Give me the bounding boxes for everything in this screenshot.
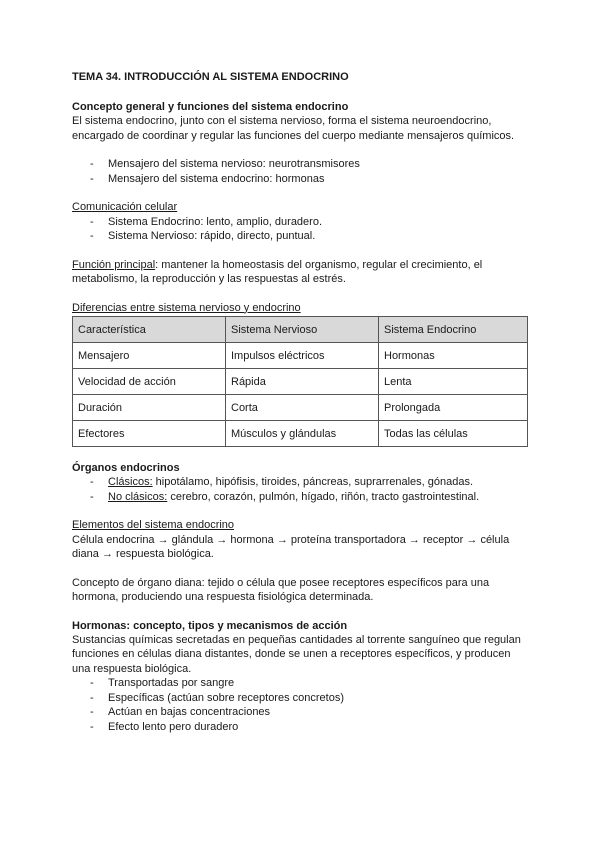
clasicos-label: Clásicos: [108,476,153,488]
table-cell: Prolongada [379,395,528,421]
list-item [72,475,532,490]
list-item: - Sistema Endocrino: lento, amplio, duradero. [72,215,532,230]
funcion-label: Función principal [72,258,156,271]
no-clasicos-label: No clásicos: [108,490,168,503]
list-item: - Sistema Nervioso: rápido, directo, puntual. [72,229,532,244]
hormonas-text: Sustancias químicas secretadas en pequeñas cantidades al torrente sanguíneo que regulan funciones en células diana distantes, donde se unen a receptores específicos, y producen una respuesta biológica. [72,633,521,675]
table-cell: Mensajero [73,343,226,369]
hormonas-list [72,676,532,734]
table-row [73,395,528,421]
list-item: - Mensajero del sistema nervioso: neurotransmisores [72,157,532,172]
table-header-cell: Sistema Endocrino [379,317,528,343]
clasicos-text: hipotálamo, hipófisis, tiroides, páncreas, suprarrenales, gónadas. [152,476,474,488]
table-cell: Impulsos eléctricos [226,343,379,369]
list-item: - Mensajero del sistema endocrino: hormonas [72,172,532,187]
no-clasicos-text: cerebro, corazón, pulmón, hígado, riñón, tracto gastrointestinal. [167,490,480,503]
section-heading-organos: Órganos endocrinos [72,462,180,474]
table-cell: Rápida [226,369,379,395]
table-cell: Duración [73,395,226,421]
table-cell: Todas las células [379,421,528,447]
table-cell: Velocidad de acción [73,369,226,395]
comunicacion-heading: Comunicación celular [72,201,178,213]
list-item: - Efecto lento pero duradero [72,720,532,735]
table-cell: Efectores [73,421,226,447]
document-page [72,70,532,734]
section-heading-concepto: Concepto general y funciones del sistema endocrino [72,101,349,113]
table-cell: Lenta [379,369,528,395]
diferencias-table [72,316,528,447]
elementos-heading: Elementos del sistema endocrino [72,519,235,531]
table-header-row [73,317,528,343]
list-item: - Actúan en bajas concentraciones [72,705,532,720]
list-item: - Transportadas por sangre [72,676,532,691]
concepto-list [72,157,532,186]
page-title: TEMA 34. INTRODUCCIÓN AL SISTEMA ENDOCRINO [72,71,349,83]
concepto-text: El sistema endocrino, junto con el sistema nervioso, forma el sistema neuroendocrino, encargado de coordinar y regular las funciones del cuerpo mediante mensajeros químicos. [72,115,515,142]
diana-text: Concepto de órgano diana: tejido o célula que posee receptores específicos para una hormona, produciendo una respuesta fisiológica determinada. [72,576,490,603]
list-item: - Específicas (actúan sobre receptores concretos) [72,691,532,706]
organos-list [72,475,532,504]
table-row [73,369,528,395]
table-cell: Corta [226,395,379,421]
table-header-cell: Sistema Nervioso [226,317,379,343]
list-item [72,490,532,505]
table-cell: Músculos y glándulas [226,421,379,447]
funcion-paragraph [72,258,502,287]
elementos-text: Célula endocrina → glándula → hormona → proteína transportadora → receptor → célula diana → respuesta biológica. [72,533,510,560]
funcion-text: : mantener la homeostasis del organismo, regular el crecimiento, el metabolismo, la reproducción y las respuestas al estrés. [72,258,483,285]
table-row [73,343,528,369]
comunicacion-list [72,215,532,244]
section-heading-hormonas: Hormonas: concepto, tipos y mecanismos de acción [72,619,348,632]
diferencias-heading: Diferencias entre sistema nervioso y endocrino [72,301,301,314]
table-header-cell: Característica [73,317,226,343]
table-row [73,421,528,447]
table-cell: Hormonas [379,343,528,369]
